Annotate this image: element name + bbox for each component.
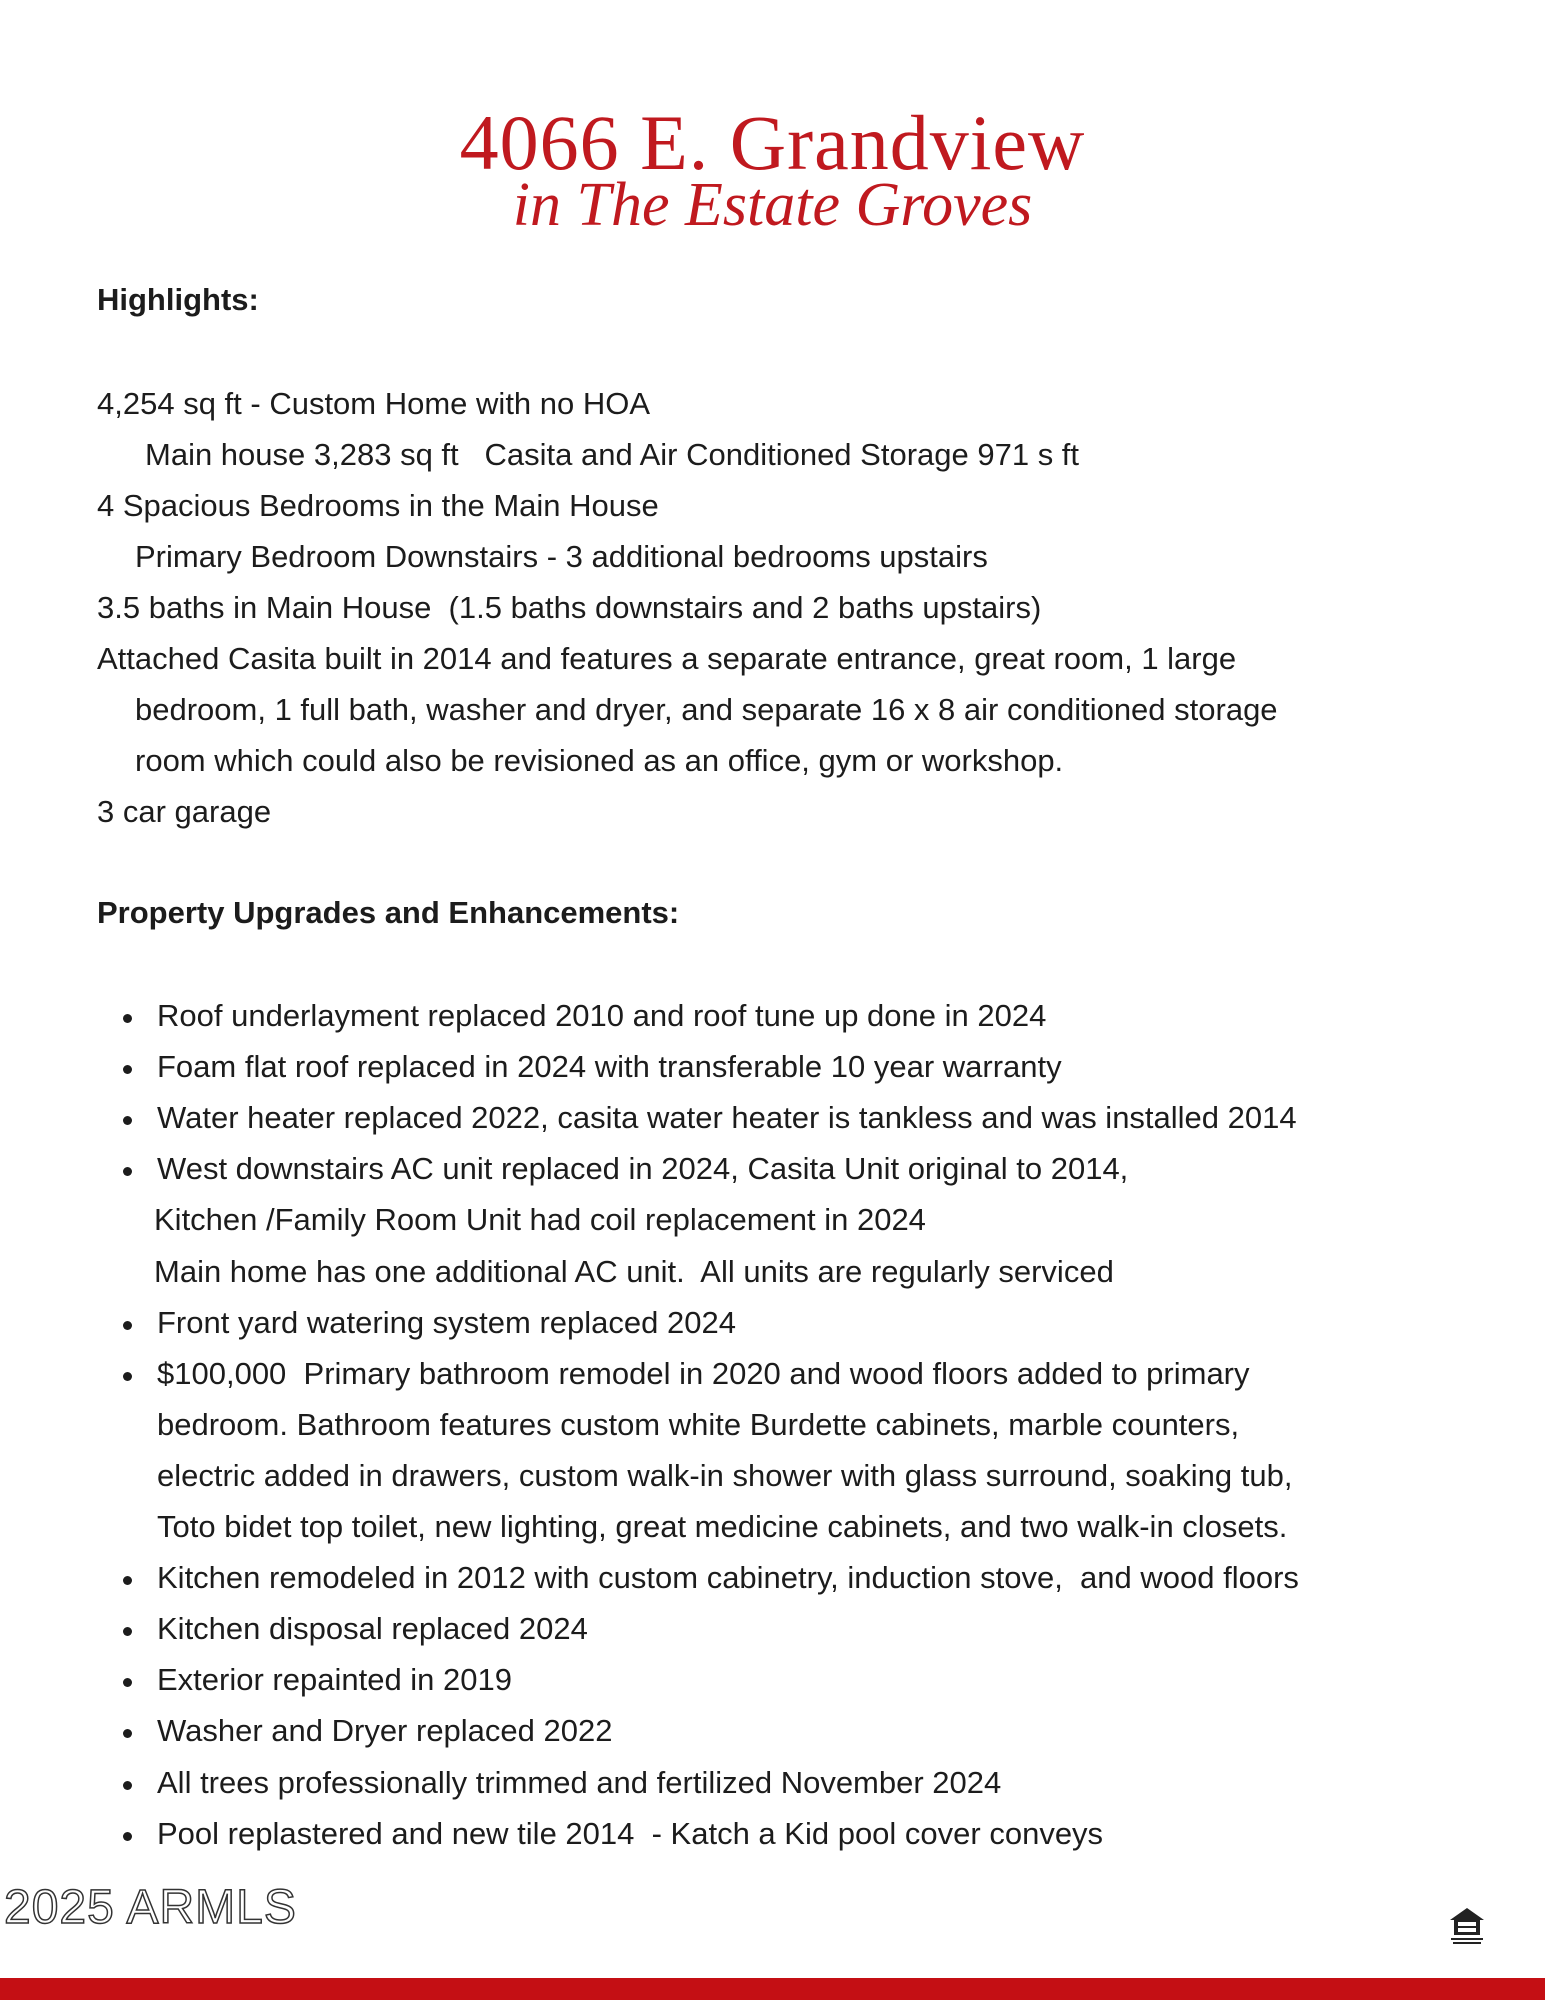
upgrade-item-line: West downstairs AC unit replaced in 2024, Casita Unit original to 2014, [157, 1151, 1129, 1186]
highlights-heading: Highlights: [97, 282, 259, 317]
highlight-line: room which could also be revisioned as an office, gym or workshop. [135, 743, 1064, 778]
upgrade-item-line: Front yard watering system replaced 2024 [157, 1305, 736, 1340]
upgrade-item-line: Washer and Dryer replaced 2022 [157, 1713, 613, 1748]
upgrade-item-line: electric added in drawers, custom walk-in shower with glass surround, soaking tub, [157, 1458, 1293, 1493]
bullet-dot-icon [123, 1065, 132, 1074]
upgrade-item-line: Kitchen /Family Room Unit had coil replacement in 2024 [154, 1202, 926, 1237]
highlight-line: 4,254 sq ft - Custom Home with no HOA [97, 386, 651, 421]
highlight-line: Primary Bedroom Downstairs - 3 additional bedrooms upstairs [135, 539, 988, 574]
highlight-line: Main house 3,283 sq ft Casita and Air Conditioned Storage 971 s ft [145, 437, 1080, 472]
highlight-line: 3.5 baths in Main House (1.5 baths downstairs and 2 baths upstairs) [97, 590, 1042, 625]
upgrade-item-line: Kitchen disposal replaced 2024 [157, 1611, 588, 1646]
page-subtitle: in The Estate Groves [512, 171, 1033, 239]
footer-bar [0, 1978, 1545, 2000]
bullet-dot-icon [123, 1372, 132, 1381]
bullet-dot-icon [123, 1116, 132, 1125]
bullet-dot-icon [123, 1167, 132, 1176]
upgrade-item-line: bedroom. Bathroom features custom white Burdette cabinets, marble counters, [157, 1407, 1240, 1442]
bullet-dot-icon [123, 1576, 132, 1585]
bullet-dot-icon [123, 1678, 132, 1687]
upgrade-item-line: $100,000 Primary bathroom remodel in 2020 and wood floors added to primary [157, 1356, 1250, 1391]
bullet-dot-icon [123, 1832, 132, 1841]
bullet-dot-icon [123, 1729, 132, 1738]
upgrade-item-line: Exterior repainted in 2019 [157, 1662, 513, 1697]
upgrade-item-line: Kitchen remodeled in 2012 with custom cabinetry, induction stove, and wood floors [157, 1560, 1299, 1595]
bullet-dot-icon [123, 1627, 132, 1636]
highlight-line: Attached Casita built in 2014 and features a separate entrance, great room, 1 large [97, 641, 1237, 676]
upgrade-item-line: Foam flat roof replaced in 2024 with transferable 10 year warranty [157, 1049, 1062, 1084]
upgrade-item-line: Main home has one additional AC unit. All units are regularly serviced [154, 1254, 1114, 1289]
upgrade-item-line: Pool replastered and new tile 2014 - Katch a Kid pool cover conveys [157, 1816, 1104, 1851]
upgrades-heading: Property Upgrades and Enhancements: [97, 895, 680, 930]
upgrade-item-line: Roof underlayment replaced 2010 and roof tune up done in 2024 [157, 998, 1047, 1033]
bullet-dot-icon [123, 1781, 132, 1790]
page-title: 4066 E. Grandview [459, 99, 1086, 186]
bullet-dot-icon [123, 1014, 132, 1023]
upgrade-item-line: Toto bidet top toilet, new lighting, great medicine cabinets, and two walk-in closets. [157, 1509, 1288, 1544]
upgrade-item-line: Water heater replaced 2022, casita water heater is tankless and was installed 2014 [157, 1100, 1297, 1135]
highlight-line: 3 car garage [97, 794, 272, 829]
highlight-line: bedroom, 1 full bath, washer and dryer, and separate 16 x 8 air conditioned storage [135, 692, 1278, 727]
upgrade-item-line: All trees professionally trimmed and fertilized November 2024 [157, 1765, 1002, 1800]
equal-housing-opportunity-icon [1447, 1905, 1487, 1947]
bullet-dot-icon [123, 1321, 132, 1330]
highlight-line: 4 Spacious Bedrooms in the Main House [97, 488, 659, 523]
copyright-watermark: 2025 ARMLS [4, 1881, 297, 1934]
